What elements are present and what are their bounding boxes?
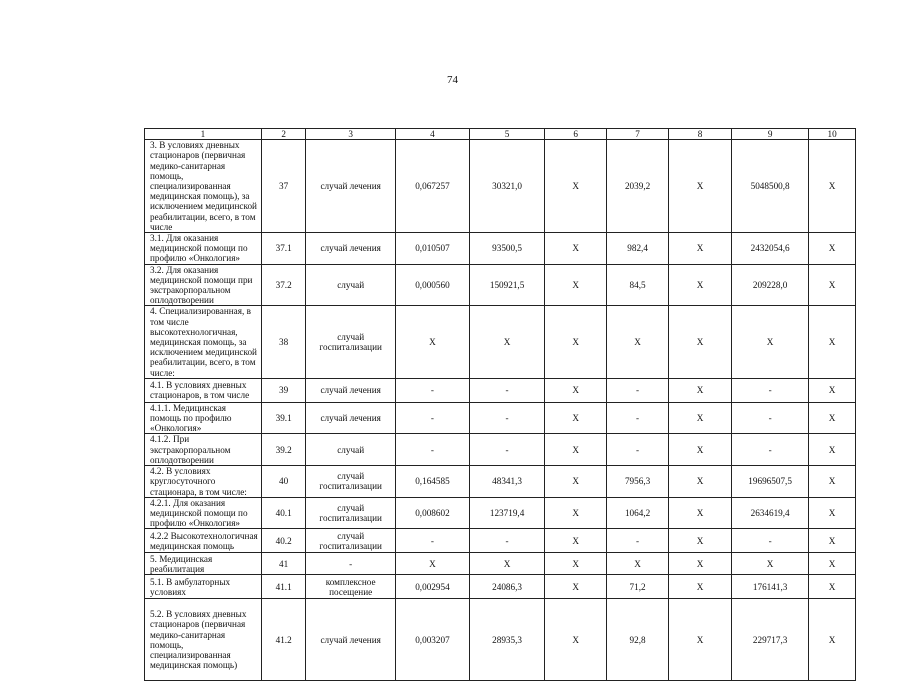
- value-cell: случай госпитализации: [306, 306, 395, 378]
- value-cell: -: [732, 402, 809, 434]
- value-cell: X: [395, 553, 469, 575]
- value-cell: X: [669, 140, 732, 233]
- value-cell: -: [470, 378, 545, 402]
- page-number: 74: [447, 74, 458, 86]
- value-cell: X: [669, 434, 732, 466]
- value-cell: X: [809, 378, 856, 402]
- value-cell: X: [809, 140, 856, 233]
- value-cell: -: [607, 434, 669, 466]
- value-cell: 229717,3: [732, 599, 809, 681]
- table-row: [145, 553, 856, 575]
- value-cell: X: [545, 264, 607, 306]
- value-cell: 2432054,6: [732, 233, 809, 265]
- value-cell: X: [669, 466, 732, 498]
- value-cell: X: [669, 529, 732, 553]
- value-cell: X: [809, 529, 856, 553]
- value-cell: X: [607, 306, 669, 378]
- table-row: [145, 233, 856, 265]
- value-cell: 0,164585: [395, 466, 469, 498]
- value-cell: 40.1: [261, 497, 306, 529]
- value-cell: -: [607, 529, 669, 553]
- value-cell: 39.2: [261, 434, 306, 466]
- value-cell: X: [809, 264, 856, 306]
- header-cell: 5: [470, 129, 545, 140]
- value-cell: случай госпитализации: [306, 466, 395, 498]
- value-cell: 982,4: [607, 233, 669, 265]
- value-cell: -: [470, 529, 545, 553]
- value-cell: X: [809, 575, 856, 599]
- value-cell: случай лечения: [306, 378, 395, 402]
- value-cell: X: [809, 434, 856, 466]
- value-cell: X: [809, 402, 856, 434]
- value-cell: 0,000560: [395, 264, 469, 306]
- value-cell: 5048500,8: [732, 140, 809, 233]
- value-cell: 123719,4: [470, 497, 545, 529]
- value-cell: -: [732, 378, 809, 402]
- value-cell: X: [545, 466, 607, 498]
- value-cell: комплексное посещение: [306, 575, 395, 599]
- value-cell: 93500,5: [470, 233, 545, 265]
- value-cell: -: [470, 434, 545, 466]
- row-name-cell: 3. В условиях дневных стационаров (первичная медико-санитарная помощь, специализированная медицинская помощь), за исключением медицинской реабилитации, всего, в том числе: [145, 140, 262, 233]
- table-row: [145, 529, 856, 553]
- value-cell: X: [470, 553, 545, 575]
- table-row: [145, 434, 856, 466]
- row-name-cell: 3.1. Для оказания медицинской помощи по профилю «Онкология»: [145, 233, 262, 265]
- value-cell: X: [395, 306, 469, 378]
- value-cell: 150921,5: [470, 264, 545, 306]
- value-cell: X: [545, 306, 607, 378]
- row-name-cell: 4.2.1. Для оказания медицинской помощи по профилю «Онкология»: [145, 497, 262, 529]
- value-cell: 19696507,5: [732, 466, 809, 498]
- value-cell: случай лечения: [306, 233, 395, 265]
- header-cell: 3: [306, 129, 395, 140]
- value-cell: 2634619,4: [732, 497, 809, 529]
- value-cell: случай лечения: [306, 402, 395, 434]
- header-cell: 7: [607, 129, 669, 140]
- header-cell: 1: [145, 129, 262, 140]
- table-row: [145, 140, 856, 233]
- value-cell: 176141,3: [732, 575, 809, 599]
- value-cell: X: [809, 306, 856, 378]
- table-row: [145, 402, 856, 434]
- header-cell: 10: [809, 129, 856, 140]
- value-cell: -: [732, 529, 809, 553]
- header-cell: 2: [261, 129, 306, 140]
- table-row: [145, 264, 856, 306]
- value-cell: 71,2: [607, 575, 669, 599]
- value-cell: -: [470, 402, 545, 434]
- value-cell: 84,5: [607, 264, 669, 306]
- value-cell: X: [732, 553, 809, 575]
- value-cell: 0,067257: [395, 140, 469, 233]
- row-name-cell: 3.2. Для оказания медицинской помощи при экстракорпоральном оплодотворении: [145, 264, 262, 306]
- value-cell: 41.2: [261, 599, 306, 681]
- value-cell: 0,003207: [395, 599, 469, 681]
- value-cell: 30321,0: [470, 140, 545, 233]
- value-cell: X: [809, 233, 856, 265]
- value-cell: -: [395, 378, 469, 402]
- value-cell: 0,008602: [395, 497, 469, 529]
- data-table: [144, 128, 856, 681]
- value-cell: 1064,2: [607, 497, 669, 529]
- value-cell: 41.1: [261, 575, 306, 599]
- table-header-row: [145, 129, 856, 140]
- value-cell: X: [669, 233, 732, 265]
- value-cell: 39.1: [261, 402, 306, 434]
- header-cell: 6: [545, 129, 607, 140]
- row-name-cell: 4.1.2. При экстракорпоральном оплодотворении: [145, 434, 262, 466]
- value-cell: 37.1: [261, 233, 306, 265]
- value-cell: случай лечения: [306, 599, 395, 681]
- table-row: [145, 497, 856, 529]
- table-row: [145, 466, 856, 498]
- row-name-cell: 4. Специализированная, в том числе высокотехнологичная, медицинская помощь, за исключением медицинской реабилитации, всего, в том числе:: [145, 306, 262, 378]
- value-cell: -: [732, 434, 809, 466]
- row-name-cell: 5.2. В условиях дневных стационаров (первичная медико-санитарная помощь, специализированная медицинская помощь): [145, 599, 262, 681]
- row-name-cell: 4.1. В условиях дневных стационаров, в том числе: [145, 378, 262, 402]
- value-cell: X: [545, 599, 607, 681]
- value-cell: 38: [261, 306, 306, 378]
- value-cell: X: [669, 575, 732, 599]
- table-row: [145, 306, 856, 378]
- header-cell: 9: [732, 129, 809, 140]
- value-cell: X: [545, 575, 607, 599]
- value-cell: 39: [261, 378, 306, 402]
- value-cell: X: [669, 306, 732, 378]
- value-cell: X: [809, 599, 856, 681]
- value-cell: 209228,0: [732, 264, 809, 306]
- value-cell: случай госпитализации: [306, 497, 395, 529]
- value-cell: 37: [261, 140, 306, 233]
- value-cell: X: [545, 529, 607, 553]
- value-cell: X: [669, 553, 732, 575]
- value-cell: X: [669, 378, 732, 402]
- table-row: [145, 378, 856, 402]
- value-cell: 48341,3: [470, 466, 545, 498]
- row-name-cell: 4.1.1. Медицинская помощь по профилю «Онкология»: [145, 402, 262, 434]
- value-cell: -: [607, 402, 669, 434]
- value-cell: 0,002954: [395, 575, 469, 599]
- value-cell: случай: [306, 434, 395, 466]
- value-cell: X: [470, 306, 545, 378]
- value-cell: X: [669, 497, 732, 529]
- value-cell: случай лечения: [306, 140, 395, 233]
- value-cell: X: [545, 553, 607, 575]
- value-cell: 0,010507: [395, 233, 469, 265]
- value-cell: X: [545, 233, 607, 265]
- value-cell: -: [395, 434, 469, 466]
- value-cell: 40.2: [261, 529, 306, 553]
- value-cell: X: [545, 402, 607, 434]
- value-cell: -: [607, 378, 669, 402]
- value-cell: 28935,3: [470, 599, 545, 681]
- value-cell: -: [306, 553, 395, 575]
- value-cell: 2039,2: [607, 140, 669, 233]
- row-name-cell: 5.1. В амбулаторных условиях: [145, 575, 262, 599]
- value-cell: X: [669, 599, 732, 681]
- value-cell: случай госпитализации: [306, 529, 395, 553]
- value-cell: 24086,3: [470, 575, 545, 599]
- value-cell: X: [545, 497, 607, 529]
- value-cell: X: [809, 553, 856, 575]
- value-cell: случай: [306, 264, 395, 306]
- value-cell: 41: [261, 553, 306, 575]
- value-cell: X: [732, 306, 809, 378]
- value-cell: X: [545, 434, 607, 466]
- value-cell: X: [545, 378, 607, 402]
- value-cell: 92,8: [607, 599, 669, 681]
- value-cell: X: [607, 553, 669, 575]
- value-cell: -: [395, 402, 469, 434]
- value-cell: X: [809, 497, 856, 529]
- value-cell: 40: [261, 466, 306, 498]
- value-cell: X: [809, 466, 856, 498]
- table-row: [145, 575, 856, 599]
- row-name-cell: 5. Медицинская реабилитация: [145, 553, 262, 575]
- header-cell: 4: [395, 129, 469, 140]
- value-cell: 37.2: [261, 264, 306, 306]
- value-cell: X: [545, 140, 607, 233]
- value-cell: X: [669, 264, 732, 306]
- header-cell: 8: [669, 129, 732, 140]
- value-cell: 7956,3: [607, 466, 669, 498]
- value-cell: -: [395, 529, 469, 553]
- row-name-cell: 4.2. В условиях круглосуточного стационара, в том числе:: [145, 466, 262, 498]
- row-name-cell: 4.2.2 Высокотехнологичная медицинская помощь: [145, 529, 262, 553]
- value-cell: X: [669, 402, 732, 434]
